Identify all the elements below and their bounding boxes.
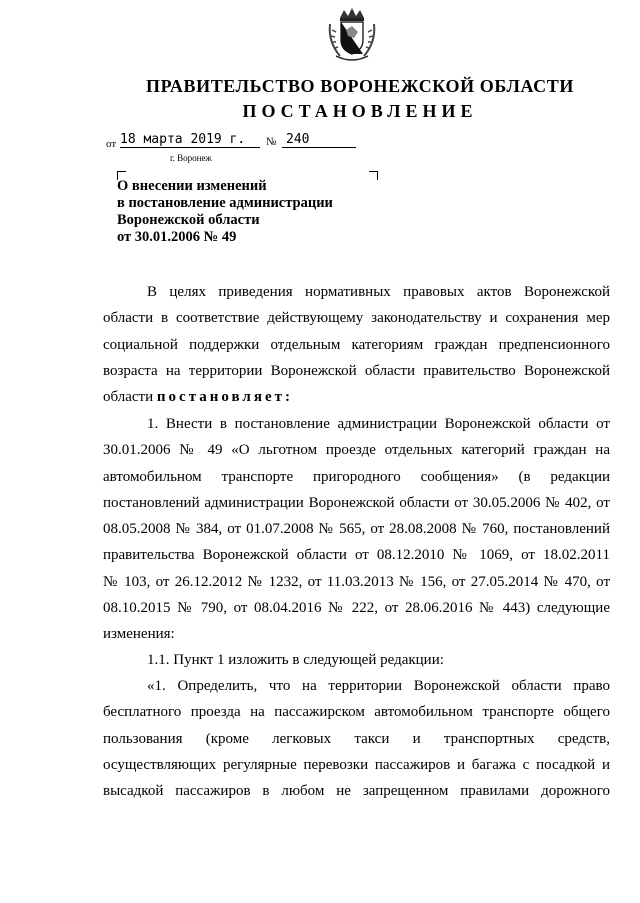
document-type: ПОСТАНОВЛЕНИЕ bbox=[242, 101, 478, 121]
text-line: пользования (кроме легковых такси и транспортных средств, bbox=[103, 730, 610, 747]
subject-line: от 30.01.2006 № 49 bbox=[117, 229, 237, 245]
resolves-prefix: области bbox=[103, 389, 154, 406]
text-line: области в соответствие действующему законодательству и сохранения мер bbox=[103, 310, 610, 327]
document-subject bbox=[117, 178, 333, 246]
corner-mark-right bbox=[369, 171, 378, 180]
document-date: 18 марта 2019 г. bbox=[120, 132, 260, 148]
text-line: «1. Определить, что на территории Воронежской области право bbox=[147, 678, 610, 694]
subject-line: О внесении изменений bbox=[117, 178, 267, 194]
text-line: 08.05.2008 № 384, от 01.07.2008 № 565, от 28.08.2008 № 760, постановлений bbox=[103, 521, 610, 538]
coat-of-arms-icon bbox=[326, 6, 378, 64]
subject-line: Воронежской области bbox=[117, 212, 260, 228]
number-label: № bbox=[266, 136, 277, 148]
text-line: 1. Внести в постановление администрации Воронежской области от bbox=[147, 416, 610, 432]
text-line: возраста на территории Воронежской области правительство Воронежской bbox=[103, 362, 610, 379]
text-line: осуществляющих регулярные перевозки пассажиров и багажа с посадкой и bbox=[103, 756, 610, 773]
text-line: высадкой пассажиров в любом не запрещенном правилами дорожного bbox=[103, 783, 610, 800]
subject-line: в постановление администрации bbox=[117, 195, 333, 211]
text-line: правительства Воронежской области от 08.12.2010 № 1069, от 18.02.2011 bbox=[103, 547, 610, 564]
text-line: В целях приведения нормативных правовых актов Воронежской bbox=[147, 284, 610, 300]
text-line: 30.01.2006 № 49 «О льготном проезде отдельных категорий граждан на bbox=[103, 442, 610, 459]
text-line: постановлений администрации Воронежской области от 30.05.2006 № 402, от bbox=[103, 494, 610, 511]
resolves-word: постановляет: bbox=[156, 389, 293, 406]
text-line: бесплатного проезда на пассажирском автомобильном транспорте общего bbox=[103, 704, 610, 721]
text-line bbox=[103, 384, 610, 410]
text-line: автомобильном транспорте пригородного сообщения» (в редакции bbox=[103, 468, 610, 485]
text-line: 1.1. Пункт 1 изложить в следующей редакции: bbox=[147, 652, 444, 668]
date-number-row bbox=[106, 132, 310, 151]
from-label: от bbox=[106, 138, 117, 150]
clause-1-1-paragraph bbox=[103, 647, 610, 673]
preamble-paragraph bbox=[103, 279, 610, 410]
clause-1-paragraph bbox=[103, 411, 610, 648]
text-line: № 103, от 26.12.2012 № 1232, от 11.03.2013 № 156, от 27.05.2014 № 470, от bbox=[103, 573, 610, 590]
text-line: социальной поддержки отдельным категориям граждан предпенсионного bbox=[103, 336, 610, 353]
text-line: изменения: bbox=[103, 626, 175, 643]
government-title: ПРАВИТЕЛЬСТВО ВОРОНЕЖСКОЙ ОБЛАСТИ bbox=[146, 76, 574, 96]
document-number: 240 bbox=[282, 132, 356, 148]
quoted-clause-paragraph bbox=[103, 673, 610, 804]
city-label: г. Воронеж bbox=[170, 153, 212, 163]
text-line: 08.10.2015 № 790, от 08.04.2016 № 222, от 28.06.2016 № 443) следующие bbox=[103, 600, 610, 617]
